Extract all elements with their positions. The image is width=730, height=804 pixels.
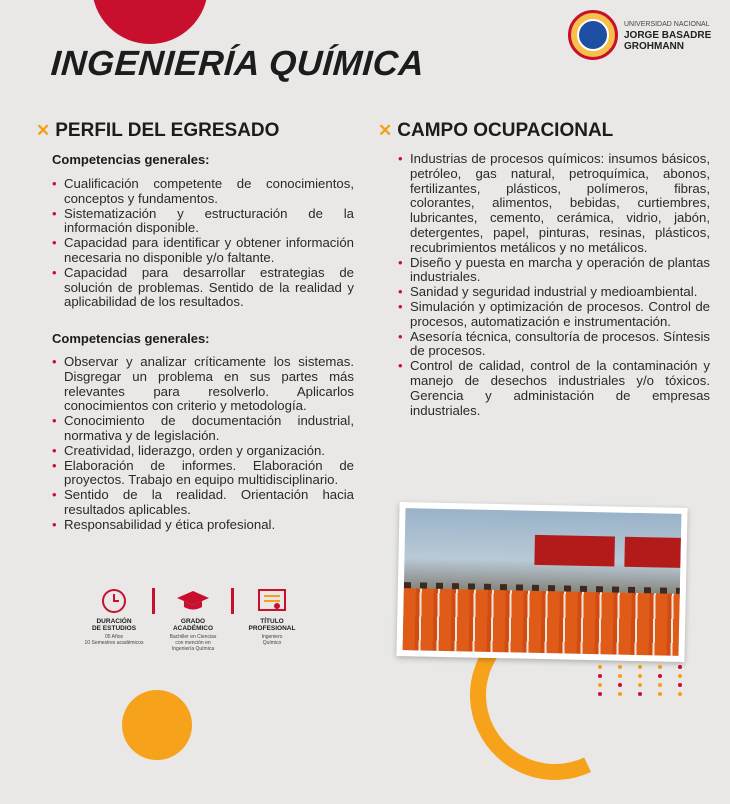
cross-icon: ✕ (378, 121, 393, 140)
university-seal-icon (568, 10, 618, 60)
stat-duration (78, 588, 150, 646)
program-stats (78, 588, 308, 652)
stat-degree-title: GRADO ACADÉMICO (172, 618, 214, 632)
clock-icon (101, 588, 127, 614)
perfil-heading-text: PERFIL DEL EGRESADO (55, 120, 280, 141)
campo-heading-text: CAMPO OCUPACIONAL (397, 120, 614, 141)
university-logo (568, 10, 711, 60)
perfil-group1-list (52, 177, 354, 310)
perfil-group2-title: Competencias generales: (52, 331, 210, 346)
stat-title-detail: Ingeniero Químico (261, 634, 283, 646)
logo-line-3: GROHMANN (624, 40, 684, 52)
list-item: • Sentido de la realidad. Orientación hacia resultados aplicables. (52, 488, 354, 518)
decorative-orange-circle (122, 690, 192, 760)
perfil-group2-list (52, 355, 354, 533)
stat-title (236, 588, 308, 646)
decorative-dot-grid (598, 665, 690, 696)
list-item: • Capacidad para identificar y obtener información necesaria no disponible y/o faltante. (52, 236, 354, 266)
list-item: • Control de calidad, control de la contaminación y manejo de desechos industriales y/o tóxicos. Gerencia y administación de empresas industriales. (398, 359, 710, 418)
perfil-heading (36, 120, 279, 142)
list-item: • Responsabilidad y ética profesional. (52, 518, 354, 533)
list-item: • Diseño y puesta en marcha y operación de plantas industriales. (398, 256, 710, 286)
diploma-icon (257, 588, 287, 614)
list-item: • Observar y analizar críticamente los sistemas. Disgregar un problema en sus partes más relevantes para resolverlo. Aplicarlos conocimientos con criterio y metodología. (52, 355, 354, 414)
graduation-cap-icon (176, 588, 210, 614)
list-item: • Conocimiento de documentación industrial, normativa y de legislación. (52, 414, 354, 444)
stat-title-title: TÍTULO PROFESIONAL (248, 618, 296, 632)
campo-list (398, 152, 710, 418)
list-item: • Asesoría técnica, consultoría de procesos. Síntesis de procesos. (398, 330, 710, 360)
logo-line-2: JORGE BASADRE (624, 29, 712, 41)
stat-duration-title: DURACIÓN DE ESTUDIOS (91, 618, 137, 632)
list-item: • Industrias de procesos químicos: insumos básicos, petróleo, gas natural, petroquímica, abonos, fertilizantes, plásticos, polímeros, fibras, colorantes, alimentos, bebidas, curtiembres, lubricantes, cemento, cerámica, vidrio, jabón, detergentes, papel, pinturas, resinas, plásticos, recubrimientos metálicos y no metálicos. (398, 152, 710, 256)
list-item: • Simulación y optimización de procesos. Control de procesos, automatización e instrumentación. (398, 300, 710, 330)
decorative-red-circle (92, 0, 208, 44)
stat-duration-detail: 05 Años 10 Semestres académicos (84, 634, 144, 646)
list-item: • Capacidad para desarrollar estrategias de solución de problemas. Sentido de la realidad y aplicabilidad de los resultados. (52, 266, 354, 310)
list-item: • Sanidad y seguridad industrial y medioambiental. (398, 285, 710, 300)
stat-degree (157, 588, 229, 652)
cross-icon: ✕ (36, 121, 51, 140)
perfil-group1-title: Competencias generales: (52, 152, 210, 167)
list-item: • Elaboración de informes. Elaboración de proyectos. Trabajo en equipo multidisciplinario. (52, 459, 354, 489)
group-photo (396, 502, 687, 662)
list-item: • Sistematización y estructuración de la información disponible. (52, 207, 354, 237)
logo-line-1: UNIVERSIDAD NACIONAL (624, 20, 710, 28)
stat-degree-detail: Bachiller en Ciencias con mención en Ingeniería Química (169, 634, 217, 652)
campo-heading (378, 120, 613, 142)
list-item: • Cualificación competente de conocimientos, conceptos y fundamentos. (52, 177, 354, 207)
list-item: • Creatividad, liderazgo, orden y organización. (52, 444, 354, 459)
page-title: INGENIERÍA QUÍMICA (49, 44, 426, 83)
